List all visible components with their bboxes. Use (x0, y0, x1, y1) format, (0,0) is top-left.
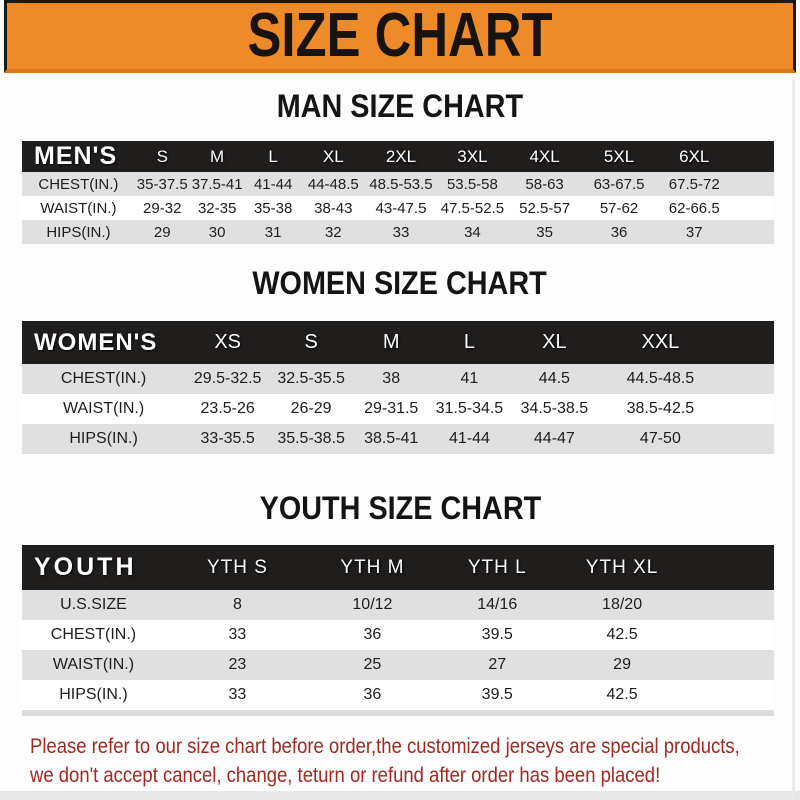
size-value: 52.5-57 (508, 196, 582, 220)
size-value: 33 (365, 220, 437, 244)
table-row (22, 590, 774, 620)
table-row (22, 424, 774, 454)
man-section-title (0, 88, 800, 125)
size-value: 63-67.5 (581, 172, 656, 196)
size-value: 62-66.5 (657, 196, 732, 220)
size-value: 35.5-38.5 (270, 424, 352, 454)
size-column-header: YTH XL (560, 545, 685, 590)
size-column-header: 5XL (581, 141, 656, 172)
size-value: 47-50 (600, 424, 720, 454)
right-edge-strip (792, 80, 795, 800)
measurement-label: U.S.SIZE (22, 590, 165, 620)
row-spacer (732, 196, 774, 220)
size-value: 38-43 (302, 196, 365, 220)
size-value: 31 (245, 220, 302, 244)
bottom-edge-strip (0, 791, 800, 800)
size-column-header: L (430, 321, 508, 364)
size-column-header: 4XL (508, 141, 582, 172)
table-row (22, 620, 774, 650)
size-value: 44.5 (509, 364, 601, 394)
table-row (22, 650, 774, 680)
size-column-header: M (352, 321, 430, 364)
size-value: 32-35 (190, 196, 245, 220)
size-value: 42.5 (560, 620, 685, 650)
size-value: 32.5-35.5 (270, 364, 352, 394)
size-chart-banner (4, 0, 796, 73)
size-value: 18/20 (560, 590, 685, 620)
size-value: 30 (190, 220, 245, 244)
size-value: 23 (165, 650, 310, 680)
size-value: 47.5-52.5 (437, 196, 508, 220)
measurement-label: CHEST(IN.) (22, 364, 185, 394)
size-column-header: S (135, 141, 190, 172)
women-size-table (22, 321, 774, 454)
row-spacer (684, 620, 774, 650)
size-value: 41-44 (245, 172, 302, 196)
size-value: 38.5-41 (352, 424, 430, 454)
size-value: 8 (165, 590, 310, 620)
size-value: 33-35.5 (185, 424, 270, 454)
measurement-label: CHEST(IN.) (22, 620, 165, 650)
size-column-header: 2XL (365, 141, 437, 172)
size-column-header: 3XL (437, 141, 508, 172)
youth-size-table (22, 545, 774, 710)
size-value: 53.5-58 (437, 172, 508, 196)
size-value: 48.5-53.5 (365, 172, 437, 196)
row-spacer (721, 424, 774, 454)
footer-note (30, 732, 800, 790)
row-spacer (732, 220, 774, 244)
youth-section-title (0, 490, 800, 527)
size-value: 29-31.5 (352, 394, 430, 424)
men-table-header-row (22, 141, 774, 172)
size-value: 39.5 (435, 620, 560, 650)
size-value: 14/16 (435, 590, 560, 620)
row-spacer (684, 680, 774, 710)
size-value: 33 (165, 620, 310, 650)
row-spacer (684, 590, 774, 620)
footer-note-line-2: we don't accept cancel, change, teturn or refund after order has been placed! (30, 764, 661, 787)
size-value: 29 (135, 220, 190, 244)
men-size-table (22, 141, 774, 244)
size-column-header: XL (302, 141, 365, 172)
table-row (22, 680, 774, 710)
size-column-header: YTH S (165, 545, 310, 590)
size-value: 27 (435, 650, 560, 680)
man-section-title-text: MAN SIZE CHART (276, 88, 524, 124)
header-spacer (732, 141, 774, 172)
table-corner-label: YOUTH (22, 545, 165, 590)
size-column-header: XL (509, 321, 601, 364)
table-row (22, 364, 774, 394)
size-value: 44-47 (509, 424, 601, 454)
size-value: 38.5-42.5 (600, 394, 720, 424)
size-value: 44.5-48.5 (600, 364, 720, 394)
size-value: 43-47.5 (365, 196, 437, 220)
size-value: 35-38 (245, 196, 302, 220)
table-row (22, 220, 774, 244)
youth-section-title-text: YOUTH SIZE CHART (259, 490, 541, 526)
size-value: 31.5-34.5 (430, 394, 508, 424)
size-value: 33 (165, 680, 310, 710)
size-value: 41 (430, 364, 508, 394)
size-value: 58-63 (508, 172, 582, 196)
size-column-header: L (245, 141, 302, 172)
size-value: 29.5-32.5 (185, 364, 270, 394)
size-column-header: YTH M (310, 545, 435, 590)
table-row (22, 196, 774, 220)
header-spacer (721, 321, 774, 364)
banner-title: SIZE CHART (247, 1, 553, 70)
size-value: 37.5-41 (190, 172, 245, 196)
size-value: 29 (560, 650, 685, 680)
size-value: 25 (310, 650, 435, 680)
row-spacer (721, 364, 774, 394)
size-value: 29-32 (135, 196, 190, 220)
measurement-label: HIPS(IN.) (22, 680, 165, 710)
size-value: 32 (302, 220, 365, 244)
footer-note-line-1: Please refer to our size chart before order,the customized jerseys are special products, (30, 735, 740, 758)
youth-table-bottom-cap (22, 710, 774, 716)
size-value: 39.5 (435, 680, 560, 710)
size-value: 42.5 (560, 680, 685, 710)
table-row (22, 394, 774, 424)
row-spacer (732, 172, 774, 196)
size-column-header: YTH L (435, 545, 560, 590)
size-column-header: M (190, 141, 245, 172)
size-value: 44-48.5 (302, 172, 365, 196)
size-value: 36 (310, 680, 435, 710)
women-section-title-text: WOMEN SIZE CHART (252, 265, 548, 301)
measurement-label: HIPS(IN.) (22, 220, 135, 244)
size-value: 36 (310, 620, 435, 650)
size-value: 36 (581, 220, 656, 244)
size-value: 10/12 (310, 590, 435, 620)
size-value: 34 (437, 220, 508, 244)
size-value: 37 (657, 220, 732, 244)
size-value: 35 (508, 220, 582, 244)
table-row (22, 172, 774, 196)
youth-table-header-row (22, 545, 774, 590)
measurement-label: HIPS(IN.) (22, 424, 185, 454)
women-section-title (0, 265, 800, 302)
size-value: 38 (352, 364, 430, 394)
size-value: 35-37.5 (135, 172, 190, 196)
size-column-header: XXL (600, 321, 720, 364)
row-spacer (684, 650, 774, 680)
measurement-label: WAIST(IN.) (22, 394, 185, 424)
size-value: 26-29 (270, 394, 352, 424)
size-column-header: S (270, 321, 352, 364)
table-corner-label: MEN'S (22, 141, 135, 172)
size-column-header: XS (185, 321, 270, 364)
size-value: 34.5-38.5 (509, 394, 601, 424)
measurement-label: WAIST(IN.) (22, 650, 165, 680)
measurement-label: CHEST(IN.) (22, 172, 135, 196)
size-column-header: 6XL (657, 141, 732, 172)
women-table-header-row (22, 321, 774, 364)
size-value: 23.5-26 (185, 394, 270, 424)
header-spacer (684, 545, 774, 590)
size-value: 41-44 (430, 424, 508, 454)
row-spacer (721, 394, 774, 424)
measurement-label: WAIST(IN.) (22, 196, 135, 220)
size-value: 67.5-72 (657, 172, 732, 196)
size-value: 57-62 (581, 196, 656, 220)
table-corner-label: WOMEN'S (22, 321, 185, 364)
